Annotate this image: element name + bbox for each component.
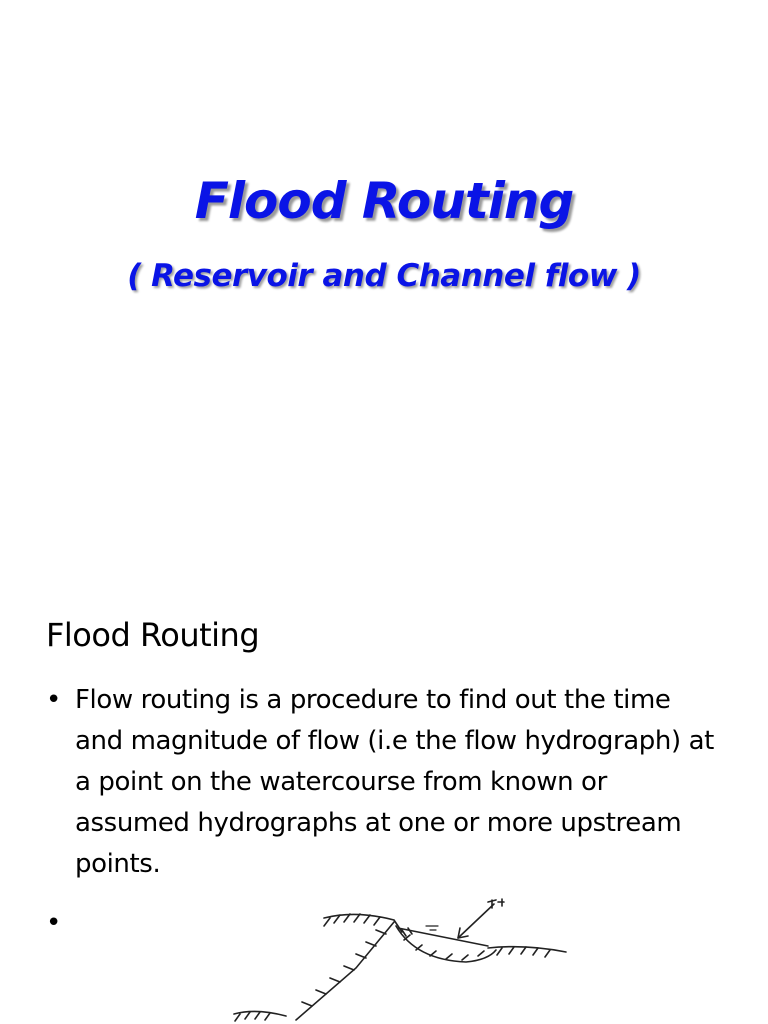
- bullet-text: Flow routing is a procedure to find out the time and magnitude of flow (i.e the flow hydrograph) at a point on the watercourse from known or assumed hydrographs at one or more upstream points.: [75, 685, 714, 879]
- bullet-icon: •: [46, 908, 61, 938]
- bullet-icon: •: [46, 685, 61, 715]
- bullet-item: [46, 680, 726, 885]
- slide-title: Flood Routing: [194, 172, 574, 230]
- section-heading: Flood Routing: [46, 616, 260, 654]
- content-slide: [0, 560, 768, 1024]
- slide-subtitle: ( Reservoir and Channel flow ): [127, 258, 641, 294]
- reservoir-sketch-icon: [226, 898, 586, 1024]
